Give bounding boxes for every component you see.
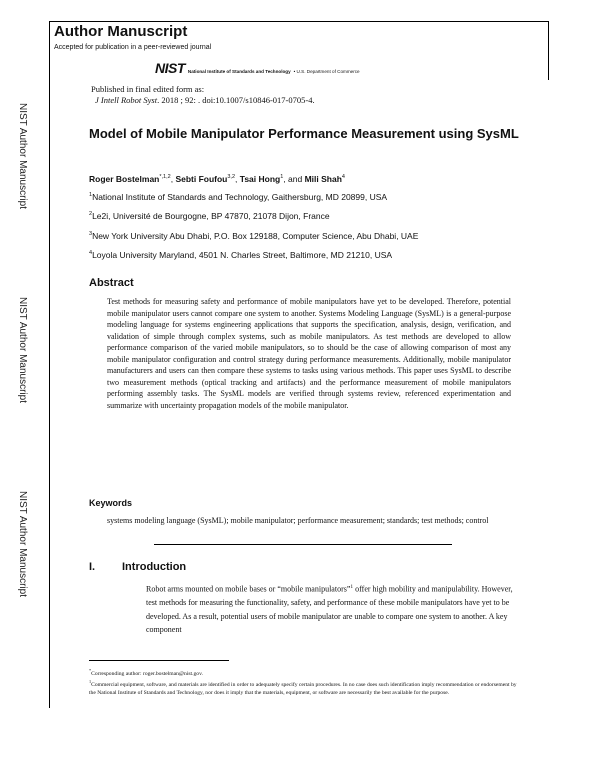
affiliation xyxy=(89,192,387,202)
author-name: Sebti Foufou xyxy=(175,174,228,184)
footnote-text: Corresponding author: roger.bostelman@nist.gov. xyxy=(91,670,203,677)
author-list xyxy=(89,174,345,184)
side-label-2: NIST Author Manuscript xyxy=(17,297,28,403)
keywords-heading: Keywords xyxy=(89,498,133,508)
affiliation-text: Le2i, Université de Bourgogne, BP 47870, 21078 Dijon, France xyxy=(92,211,330,221)
author-affil-sup: *,1,2 xyxy=(159,174,171,181)
footnote xyxy=(89,668,203,677)
affiliation xyxy=(89,250,392,260)
footnote-marker[interactable]: 1 xyxy=(350,584,354,590)
footnote-text: Commercial equipment, software, and materials are identified in order to adequately specify certain procedures. In no case does such identification imply recommendation or endorsement by the National Institute of Standards and Technology, nor does it imply that the materials, equipment, or software are necessarily the best available for the purpose. xyxy=(89,681,517,696)
affiliation-number: 4 xyxy=(89,250,93,257)
nist-banner xyxy=(155,61,360,75)
intro-text-start: Robot arms mounted on mobile bases or “mobile manipulators” xyxy=(146,584,351,594)
affiliation-number: 2 xyxy=(89,211,93,218)
citation-line xyxy=(95,95,315,105)
nist-logo: NIST xyxy=(155,60,185,76)
nist-department: • U.S. Department of Commerce xyxy=(293,69,360,74)
header-title: Author Manuscript xyxy=(54,23,188,40)
abstract-heading: Abstract xyxy=(89,277,134,289)
published-line: Published in final edited form as: xyxy=(91,84,205,94)
affiliation-number: 1 xyxy=(89,192,93,199)
intro-paragraph xyxy=(146,581,524,637)
affiliation-text: National Institute of Standards and Technology, Gaithersburg, MD 20899, USA xyxy=(92,192,388,202)
author-separator: , xyxy=(235,174,240,184)
header-subtitle: Accepted for publication in a peer-reviewed journal xyxy=(54,44,212,51)
intro-text-rest: offer high mobility and manipulability. However, test methods for measuring the functionality, safety, and performance of these mobile manipulators have yet to be developed. As a result, potential users of mobile manipulator are unable to compare one system to another. A key component xyxy=(146,584,513,635)
left-margin-rule xyxy=(49,80,50,708)
keywords-text: systems modeling language (SysML); mobile manipulator; performance measurement; standards; test methods; control xyxy=(107,516,489,525)
nist-name: National Institute of Standards and Technology xyxy=(187,69,291,74)
author-separator: , xyxy=(170,174,176,184)
abstract-text: Test methods for measuring safety and performance of mobile manipulators have yet to be developed. Therefore, potential mobile manipulator users cannot compare one system to another. Systems Modeling Language (SysML) is a general-purpose modeling language for systems engineering applications that supports the specification, analysis, design, verification, and validation of simple through complex systems, such as mobile manipulators. As test methods are developed to allow performance comparison of the varied mobile manipulators, so to should be the case of allowing comparison of most any mobile manipulator configuration and control strategy during performance measurements. Additionally, mobile manipulator manufacturers and users can then compare these systems to tasks using various methods. This paper uses SysML to describe two measurement methods (optical tracking and artifacts) and the performance measurement of mobile manipulators performing assembly tasks. The SysML models are verified through systems review, referenced experimentation and summarize with uncertainty propagation models of the mobile manipulator. xyxy=(107,297,511,410)
author-name: Roger Bostelman xyxy=(89,174,160,184)
citation-details: . 2018 ; 92: . doi:10.1007/s10846-017-0705-4. xyxy=(157,95,315,105)
side-label-1: NIST Author Manuscript xyxy=(17,103,28,209)
affiliation xyxy=(89,211,330,221)
footnote-symbol: * xyxy=(89,668,92,673)
footnote xyxy=(89,678,519,697)
author-name: Tsai Hong xyxy=(239,174,281,184)
author-separator: , and xyxy=(283,174,305,184)
affiliation xyxy=(89,231,418,241)
author-name: Mili Shah xyxy=(304,174,342,184)
section-title: Introduction xyxy=(122,561,187,573)
author-affil-sup: 1 xyxy=(280,174,284,181)
keywords-divider xyxy=(154,544,452,545)
footnote-divider xyxy=(89,660,229,661)
affiliation-number: 3 xyxy=(89,231,93,238)
author-affil-sup: 4 xyxy=(341,174,345,181)
affiliation-text: Loyola University Maryland, 4501 N. Charles Street, Baltimore, MD 21210, USA xyxy=(92,250,393,260)
section-number: I. xyxy=(89,561,96,573)
journal-name: J Intell Robot Syst xyxy=(95,95,158,105)
side-label-3: NIST Author Manuscript xyxy=(17,491,28,597)
affiliation-text: New York University Abu Dhabi, P.O. Box 129188, Computer Science, Abu Dhabi, UAE xyxy=(92,231,419,241)
paper-title: Model of Mobile Manipulator Performance Measurement using SysML xyxy=(89,126,519,141)
author-affil-sup: 3,2 xyxy=(227,174,236,181)
footnote-symbol: 1 xyxy=(89,679,92,684)
